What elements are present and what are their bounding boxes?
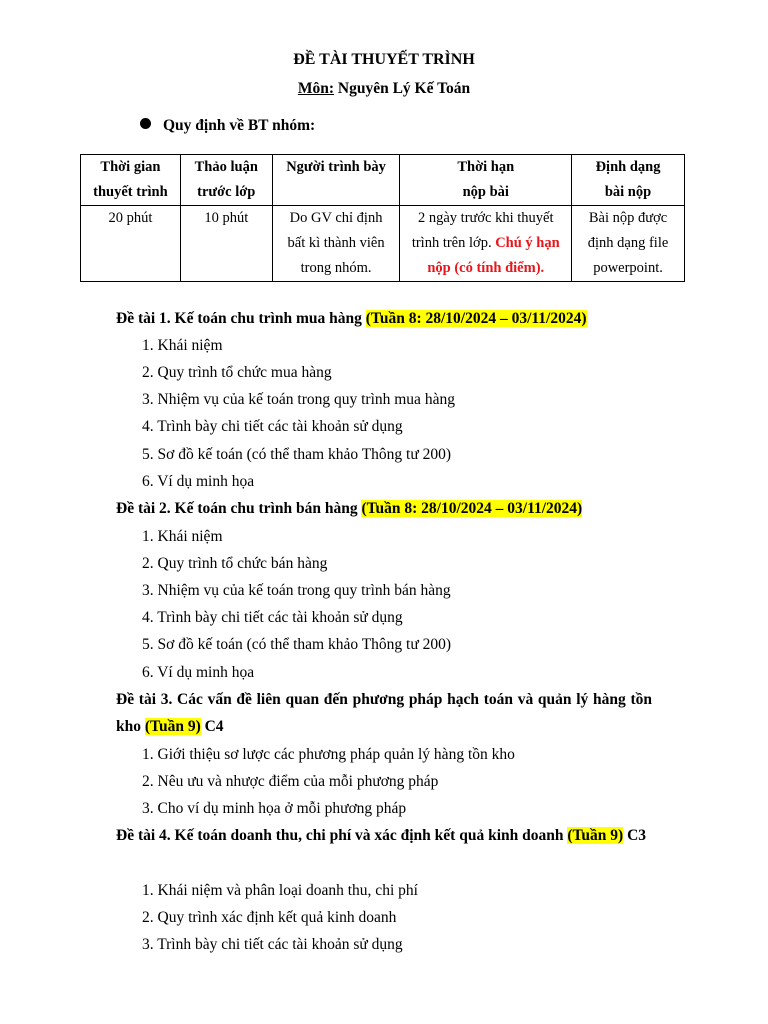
document-title: ĐỀ TÀI THUYẾT TRÌNH bbox=[293, 51, 475, 68]
topic-2-heading: Đề tài 2. Kế toán chu trình bán hàng (Tuần 8: 28/10/2024 – 03/11/2024) bbox=[116, 500, 583, 517]
bullet-icon bbox=[140, 118, 151, 129]
list-item: 3. Trình bày chi tiết các tài khoản sử dụng bbox=[142, 936, 403, 953]
subject-line bbox=[0, 80, 768, 98]
list-item: 3. Nhiệm vụ của kế toán trong quy trình bán hàng bbox=[142, 582, 451, 599]
deadline-warning-cont: nộp (có tính điểm). bbox=[427, 260, 545, 276]
table-header-row bbox=[81, 155, 685, 206]
list-item: 6. Ví dụ minh họa bbox=[142, 664, 255, 681]
topic-4-heading: Đề tài 4. Kế toán doanh thu, chi phí và xác định kết quả kinh doanh (Tuần 9) C3 bbox=[116, 827, 647, 844]
rules-heading bbox=[140, 117, 315, 135]
header-presenter: Người trình bày bbox=[272, 155, 400, 206]
subject-name: Nguyên Lý Kế Toán bbox=[334, 80, 471, 97]
list-item: 3. Nhiệm vụ của kế toán trong quy trình mua hàng bbox=[142, 391, 455, 408]
header-submission-format: Định dạng bài nộp bbox=[572, 155, 685, 206]
cell-discussion-time: 10 phút bbox=[180, 206, 272, 282]
list-item: 2. Quy trình xác định kết quả kinh doanh bbox=[142, 909, 397, 926]
topic-1-heading: Đề tài 1. Kế toán chu trình mua hàng (Tuần 8: 28/10/2024 – 03/11/2024) bbox=[116, 310, 587, 327]
table-row bbox=[81, 206, 685, 282]
list-item: 2. Quy trình tổ chức bán hàng bbox=[142, 555, 328, 572]
rules-heading-text: Quy định về BT nhóm: bbox=[163, 117, 316, 134]
list-item: 1. Khái niệm bbox=[142, 337, 223, 354]
list-item: 1. Giới thiệu sơ lược các phương pháp quản lý hàng tồn kho bbox=[142, 746, 515, 763]
topic-4-schedule: (Tuần 9) bbox=[567, 827, 624, 844]
cell-submission-format: Bài nộp được định dạng file powerpoint. bbox=[572, 206, 685, 282]
topic-3-heading: Đề tài 3. Các vấn đề liên quan đến phương pháp hạch toán và quản lý hàng tồn kho (Tuần 9) C4 bbox=[116, 691, 652, 735]
cell-deadline: 2 ngày trước khi thuyết trình trên lớp. Chú ý hạn nộp (có tính điểm). bbox=[400, 206, 572, 282]
cell-presentation-time: 20 phút bbox=[81, 206, 181, 282]
list-item: 6. Ví dụ minh họa bbox=[142, 473, 255, 490]
topic-1-schedule: (Tuần 8: 28/10/2024 – 03/11/2024) bbox=[365, 310, 587, 327]
list-item: 1. Khái niệm bbox=[142, 528, 223, 545]
list-item: 3. Cho ví dụ minh họa ở mỗi phương pháp bbox=[142, 800, 407, 817]
topic-2-schedule: (Tuần 8: 28/10/2024 – 03/11/2024) bbox=[361, 500, 583, 517]
topic-3-schedule: (Tuần 9) bbox=[144, 718, 201, 735]
header-deadline: Thời hạn nộp bài bbox=[400, 155, 572, 206]
cell-presenter: Do GV chỉ định bất kì thành viên trong nhóm. bbox=[272, 206, 400, 282]
list-item: 2. Nêu ưu và nhược điểm của mỗi phương pháp bbox=[142, 773, 439, 790]
list-item: 1. Khái niệm và phân loại doanh thu, chi phí bbox=[142, 882, 418, 899]
list-item: 4. Trình bày chi tiết các tài khoản sử dụng bbox=[142, 418, 403, 435]
list-item: 5. Sơ đồ kế toán (có thể tham khảo Thông tư 200) bbox=[142, 446, 452, 463]
list-item: 4. Trình bày chi tiết các tài khoản sử dụng bbox=[142, 609, 403, 626]
list-item: 5. Sơ đồ kế toán (có thể tham khảo Thông tư 200) bbox=[142, 636, 452, 653]
list-item: 2. Quy trình tổ chức mua hàng bbox=[142, 364, 332, 381]
deadline-warning: Chú ý hạn bbox=[495, 235, 560, 251]
rules-table bbox=[80, 154, 685, 282]
header-presentation-time: Thời gian thuyết trình bbox=[81, 155, 181, 206]
header-class-discussion: Thảo luận trước lớp bbox=[180, 155, 272, 206]
subject-label: Môn: bbox=[297, 80, 335, 97]
